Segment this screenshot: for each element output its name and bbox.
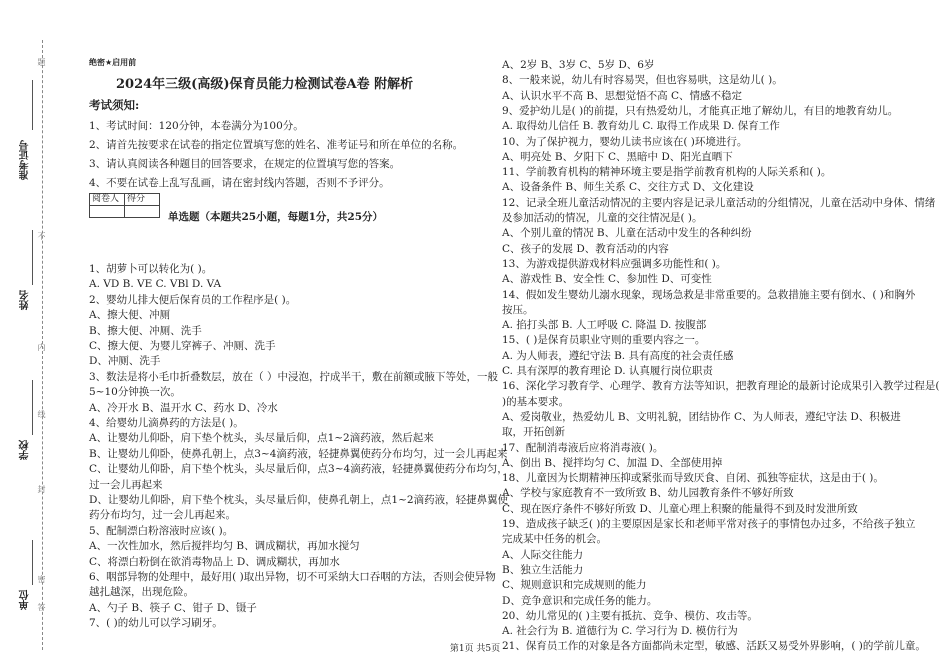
margin-mark: 不 — [37, 232, 46, 240]
question-line: A、2岁 B、3岁 C、5岁 D、6岁 — [502, 59, 655, 71]
question-line: 及参加活动的情况，儿童的交往情况是( )。 — [502, 212, 703, 224]
question-line: C、规则意识和完成规则的能力 — [502, 579, 647, 592]
question-line: A. 社会行为 B. 道德行为 C. 学习行为 D. 模仿行为 — [502, 625, 738, 638]
page-footer: 第1页 共5页 — [449, 644, 501, 654]
question-line: A、一次性加水，然后搅拌均匀 B、调成糊状，再加水搅匀 — [89, 540, 360, 553]
notice-item: 3、请认真阅读各种题目的回答要求，在规定的位置填写您的答案。 — [89, 158, 401, 170]
reviewer-input[interactable] — [90, 206, 125, 218]
question-line: A、学校与家庭教育不一致所致 B、幼儿园教育条件不够好所致 — [502, 487, 794, 500]
question-line: 15、( )是保育员职业守则的重要内容之一。 — [502, 334, 706, 347]
question-line: 17、配制消毒液后应将消毒液( )。 — [502, 441, 664, 454]
question-line: B、独立生活能力 — [502, 563, 584, 576]
question-line: A、爱岗敬业，热爱幼儿 B、文明礼貌，团结协作 C、为人师表，遵纪守法 D、积极进 — [502, 410, 901, 423]
question-line: 13、为游戏提供游戏材料应强调多功能性和( )。 — [502, 257, 727, 270]
question-line: A. VD B. VE C. VBl D. VA — [89, 278, 222, 291]
section-title: 单选题（本题共25小题，每题1分，共25分） — [168, 211, 384, 223]
school-label: 学校 — [20, 440, 31, 460]
question-line: 越扎越深，出现危险。 — [89, 586, 194, 599]
score-input[interactable] — [125, 206, 160, 218]
question-line: 1、胡萝卜可以转化为( )。 — [89, 263, 213, 275]
question-line: A、让婴幼儿仰卧，肩下垫个枕头，头尽量后仰，点1~2滴药液，然后起来 — [89, 432, 434, 445]
question-line: 3、数法是将小毛巾折叠数层，放在（ ）中浸泡，拧成半干，敷在前额或腋下等处，一般 — [89, 370, 499, 383]
question-line: 11、学前教育机构的精神环境主要是指学前教育机构的人际关系和( )。 — [502, 166, 832, 179]
question-line: A、游戏性 B、安全性 C、参加性 D、可变性 — [502, 273, 712, 286]
question-line: 取，开拓创新 — [502, 426, 565, 439]
margin-mark: 封 — [37, 485, 46, 493]
question-line: B、让婴幼儿仰卧，使鼻孔朝上，点3~4滴药液，轻捷鼻翼使药分布均匀，过一会儿再起来 — [89, 447, 508, 460]
question-line: C、现在医疗条件不够好所致 D、儿童心理上积聚的能量得不到及时发泄所致 — [502, 502, 858, 515]
question-line: C、让婴幼儿仰卧，肩下垫个枕头，头尽量后仰，点3~4滴药液，轻捷鼻翼使药分布均匀， — [89, 463, 508, 476]
question-line: 5、配制漂白粉溶液时应该( )。 — [89, 524, 234, 537]
question-line: 20、幼儿常见的( )主要有抵抗、竞争、模仿、攻击等。 — [502, 609, 758, 622]
question-line: 完成某中任务的机会。 — [502, 533, 607, 546]
question-line: )的基本要求。 — [502, 395, 570, 408]
question-line: A、人际交往能力 — [502, 548, 584, 561]
question-line: A、个别儿童的情况 B、儿童在活动中发生的各种纠纷 — [502, 227, 752, 240]
question-line: 药分布均匀，过一会儿再起来。 — [89, 509, 236, 522]
question-line: 7、( )的幼儿可以学习刷牙。 — [89, 617, 223, 630]
question-line: D、冲厕、洗手 — [89, 355, 161, 368]
exam-no-field — [32, 80, 43, 130]
school-field — [32, 380, 43, 435]
question-line: 16、深化学习教育学、心理学、教育方法等知识，把教育理论的最新讨论成果引入教学过程是( — [502, 380, 940, 393]
question-line: A、认识水平不高 B、思想觉悟不高 C、情感不稳定 — [502, 89, 743, 102]
question-line: D、让婴幼儿仰卧，肩下垫个枕头，头尽量后仰，使鼻孔朝上，点1~2滴药液，轻捷鼻翼使 — [89, 494, 509, 506]
notice-item: 2、请首先按要求在试卷的指定位置填写您的姓名、准考证号和所在单位的名称。 — [89, 139, 464, 151]
page-title: 2024年三级(高级)保育员能力检测试卷A卷 附解析 — [116, 77, 414, 92]
question-line: 14、假如发生婴幼儿溺水现象，现场急救是非常重要的。急救措施主要有倒水、( )和胸外 — [502, 288, 916, 301]
question-line: A. 掐打头部 B. 人工呼吸 C. 降温 D. 按腹部 — [502, 319, 707, 332]
exam-no-label: 准考证号 — [20, 140, 31, 180]
notice-heading: 考试须知: — [89, 98, 140, 112]
margin-mark: 答 — [37, 603, 46, 611]
question-line: A、设备条件 B、师生关系 C、交往方式 D、文化建设 — [502, 181, 754, 194]
reviewer-cell: 阅卷人 — [90, 194, 125, 206]
question-line: 5~10分钟换一次。 — [89, 386, 181, 399]
notice-item: 1、考试时间：120分钟，本卷满分为100分。 — [89, 120, 304, 132]
question-line: A. 取得幼儿信任 B. 教育幼儿 C. 取得工作成果 D. 保育工作 — [502, 120, 780, 133]
question-line: C、将漂白粉倒在欲消毒物品上 D、调成糊状，再加水 — [89, 555, 340, 568]
question-line: C. 具有深厚的教育理论 D. 认真履行岗位职责 — [502, 365, 713, 377]
question-line: A. 为人师表，遵纪守法 B. 具有高度的社会责任感 — [502, 349, 734, 362]
question-line: A、擦大便、冲厕 — [89, 309, 171, 322]
question-line: C、孩子的发展 D、教育活动的内容 — [502, 242, 669, 255]
binding-margin — [0, 0, 80, 671]
margin-mark: 密 — [37, 575, 46, 583]
question-line: B、擦大便、冲厕、洗手 — [89, 324, 202, 337]
question-line: A、倒出 B、搅拌均匀 C、加温 D、全部使用掉 — [502, 456, 723, 469]
question-line: 21、保育员工作的对象是各方面都尚未定型，敏感、活跃又易受外界影响，( )的学前儿童。 — [502, 640, 926, 653]
secret-label: 绝密★启用前 — [89, 58, 137, 67]
grader-table — [89, 193, 160, 218]
question-line: C、擦大便、为婴儿穿裤子、冲厕、洗手 — [89, 340, 276, 352]
notice-item: 4、不要在试卷上乱写乱画，请在密封线内答题，否则不予评分。 — [89, 177, 390, 189]
score-cell: 得分 — [125, 194, 160, 206]
unit-label: 单位 — [20, 590, 31, 610]
question-line: 18、儿童因为长期精神压抑或紧张而导致厌食、自闭、孤独等症状，这是由于( )。 — [502, 472, 884, 485]
question-line: 10、为了保护视力，婴幼儿读书应该在( )环境进行。 — [502, 135, 748, 148]
question-line: D、竞争意识和完成任务的能力。 — [502, 594, 658, 607]
question-line: A、冷开水 B、温开水 C、药水 D、冷水 — [89, 401, 278, 414]
question-line: A、明亮处 B、夕阳下 C、黑暗中 D、阳光直晒下 — [502, 150, 733, 163]
name-label: 姓名 — [20, 290, 31, 310]
question-line: 9、爱护幼儿是( )的前提，只有热爱幼儿，才能真正地了解幼儿，有目的地教育幼儿。 — [502, 104, 899, 117]
question-line: 19、造成孩子缺乏( )的主要原因是家长和老师平常对孩子的事情包办过多，不给孩子独立 — [502, 518, 916, 530]
question-line: 4、给婴幼儿滴鼻药的方法是( )。 — [89, 417, 244, 429]
question-line: A、勺子 B、筷子 C、钳子 D、镊子 — [89, 601, 257, 614]
question-line: 2、婴幼儿排大便后保育员的工作程序是( )。 — [89, 293, 297, 306]
question-line: 6、咽部异物的处理中，最好用( )取出异物，切不可采纳大口吞咽的方法，否则会使异物 — [89, 571, 496, 583]
question-line: 按压。 — [502, 303, 534, 316]
question-line: 12、记录全班儿童活动情况的主要内容是记录儿童活动的分组情况，儿童在活动中身体、情绪 — [502, 196, 936, 209]
question-line: 过一会儿再起来 — [89, 478, 163, 491]
margin-mark: 内 — [37, 343, 46, 351]
question-line: 8、一般来说，幼儿有时容易哭，但也容易哄，这是幼儿( )。 — [502, 74, 783, 87]
margin-mark: 线 — [37, 410, 46, 418]
margin-mark: 题 — [37, 58, 46, 66]
